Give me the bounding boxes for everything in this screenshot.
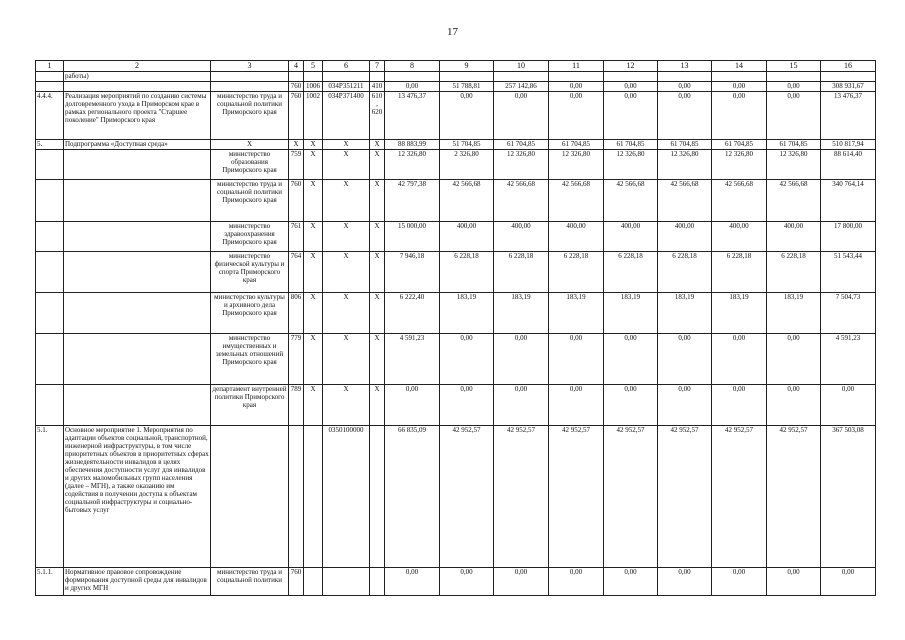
value-cell: 4 591,23 xyxy=(385,334,440,385)
value-cell: 42 952,57 xyxy=(767,426,821,568)
value-cell: 0,00 xyxy=(821,385,876,426)
table-row xyxy=(36,222,876,252)
value-cell: 0,00 xyxy=(604,82,658,92)
code-cell: X xyxy=(323,150,370,180)
code-cell: X xyxy=(304,334,323,385)
column-header: 16 xyxy=(821,61,876,72)
value-cell: 12 326,80 xyxy=(604,150,658,180)
value-cell xyxy=(712,72,767,82)
row-name-cell xyxy=(64,293,211,334)
code-cell: X xyxy=(370,334,385,385)
table-row xyxy=(36,150,876,180)
row-name-cell xyxy=(64,82,211,92)
value-cell: 12 326,80 xyxy=(712,150,767,180)
value-cell: 4 591,23 xyxy=(821,334,876,385)
code-cell: X xyxy=(323,334,370,385)
value-cell: 0,00 xyxy=(494,568,549,596)
value-cell: 6 222,40 xyxy=(385,293,440,334)
row-number-cell xyxy=(36,150,64,180)
value-cell: 0,00 xyxy=(549,568,604,596)
row-number-cell: 5.1.1. xyxy=(36,568,64,596)
code-cell: 789 xyxy=(289,385,304,426)
code-cell: X xyxy=(304,150,323,180)
value-cell: 15 000,00 xyxy=(385,222,440,252)
value-cell: 6 228,18 xyxy=(767,252,821,293)
value-cell: 0,00 xyxy=(767,82,821,92)
value-cell: 400,00 xyxy=(494,222,549,252)
code-cell xyxy=(289,72,304,82)
value-cell: 6 228,18 xyxy=(604,252,658,293)
value-cell: 61 704,85 xyxy=(604,140,658,150)
row-number-cell xyxy=(36,180,64,222)
value-cell: 257 142,86 xyxy=(494,82,549,92)
value-cell: 183,19 xyxy=(712,293,767,334)
code-cell: X xyxy=(370,150,385,180)
value-cell: 0,00 xyxy=(658,82,712,92)
value-cell: 42 566,68 xyxy=(440,180,494,222)
table-row xyxy=(36,72,876,82)
code-cell: X xyxy=(370,252,385,293)
executor-cell: X xyxy=(211,140,289,150)
executor-cell: министерство труда и социальной политики Приморского края xyxy=(211,92,289,140)
row-name-cell xyxy=(64,150,211,180)
code-cell: X xyxy=(323,222,370,252)
column-header: 14 xyxy=(712,61,767,72)
value-cell: 0,00 xyxy=(658,92,712,140)
row-number-cell: 5.1. xyxy=(36,426,64,568)
value-cell: 42 797,38 xyxy=(385,180,440,222)
value-cell: 6 228,18 xyxy=(712,252,767,293)
value-cell: 12 326,80 xyxy=(385,150,440,180)
budget-table xyxy=(35,60,876,596)
value-cell: 0,00 xyxy=(712,568,767,596)
value-cell: 0,00 xyxy=(440,334,494,385)
value-cell xyxy=(658,72,712,82)
value-cell: 0,00 xyxy=(549,82,604,92)
value-cell: 340 764,14 xyxy=(821,180,876,222)
value-cell: 88 883,99 xyxy=(385,140,440,150)
code-cell xyxy=(304,568,323,596)
value-cell: 61 704,85 xyxy=(549,140,604,150)
row-name-cell xyxy=(64,385,211,426)
row-name-cell xyxy=(64,180,211,222)
column-header: 4 xyxy=(289,61,304,72)
row-number-cell xyxy=(36,252,64,293)
code-cell: 764 xyxy=(289,252,304,293)
value-cell: 2 326,80 xyxy=(440,150,494,180)
table-row xyxy=(36,140,876,150)
executor-cell: министерство имущественных и земельных отношений Приморского края xyxy=(211,334,289,385)
executor-cell xyxy=(211,426,289,568)
value-cell: 183,19 xyxy=(767,293,821,334)
value-cell: 6 228,18 xyxy=(658,252,712,293)
code-cell: X xyxy=(370,140,385,150)
row-number-cell xyxy=(36,385,64,426)
code-cell: 034P351211 xyxy=(323,82,370,92)
value-cell: 0,00 xyxy=(385,385,440,426)
table-row xyxy=(36,82,876,92)
column-header: 11 xyxy=(549,61,604,72)
value-cell: 7 946,18 xyxy=(385,252,440,293)
code-cell xyxy=(370,72,385,82)
code-cell: 610, 620 xyxy=(370,92,385,140)
value-cell: 0,00 xyxy=(385,82,440,92)
value-cell: 0,00 xyxy=(604,334,658,385)
code-cell: 759 xyxy=(289,150,304,180)
value-cell: 0,00 xyxy=(821,568,876,596)
code-cell xyxy=(323,72,370,82)
executor-cell: министерство физической культуры и спорта Приморского края xyxy=(211,252,289,293)
value-cell: 400,00 xyxy=(549,222,604,252)
value-cell xyxy=(821,72,876,82)
column-header: 13 xyxy=(658,61,712,72)
code-cell xyxy=(370,568,385,596)
table-row xyxy=(36,334,876,385)
value-cell: 61 704,85 xyxy=(658,140,712,150)
executor-cell: департамент внутренней политики Приморского края xyxy=(211,385,289,426)
value-cell: 0,00 xyxy=(385,568,440,596)
code-cell: 779 xyxy=(289,334,304,385)
executor-cell xyxy=(211,82,289,92)
code-cell: X xyxy=(370,222,385,252)
value-cell: 510 817,94 xyxy=(821,140,876,150)
value-cell: 0,00 xyxy=(494,385,549,426)
executor-cell: министерство здравоохранения Приморского края xyxy=(211,222,289,252)
table-row xyxy=(36,385,876,426)
value-cell xyxy=(385,72,440,82)
code-cell: 1002 xyxy=(304,92,323,140)
value-cell: 42 566,68 xyxy=(549,180,604,222)
value-cell: 42 566,68 xyxy=(604,180,658,222)
value-cell: 13 476,37 xyxy=(821,92,876,140)
row-name-cell xyxy=(64,334,211,385)
table-row xyxy=(36,293,876,334)
value-cell: 400,00 xyxy=(767,222,821,252)
code-cell: 806 xyxy=(289,293,304,334)
value-cell: 7 504,73 xyxy=(821,293,876,334)
value-cell: 0,00 xyxy=(767,385,821,426)
header-row xyxy=(36,61,876,72)
code-cell: 760 xyxy=(289,568,304,596)
row-number-cell: 4.4.4. xyxy=(36,92,64,140)
value-cell: 400,00 xyxy=(440,222,494,252)
code-cell: 761 xyxy=(289,222,304,252)
code-cell: X xyxy=(304,180,323,222)
code-cell: 760 xyxy=(289,82,304,92)
executor-cell: министерство культуры и архивного дела Приморского края xyxy=(211,293,289,334)
row-name-cell: Подпрограмма «Доступная среда» xyxy=(64,140,211,150)
value-cell xyxy=(440,72,494,82)
column-header: 5 xyxy=(304,61,323,72)
code-cell: X xyxy=(370,385,385,426)
table-row xyxy=(36,252,876,293)
table-body xyxy=(36,72,876,596)
value-cell: 0,00 xyxy=(658,385,712,426)
value-cell xyxy=(549,72,604,82)
value-cell: 0,00 xyxy=(712,92,767,140)
code-cell: X xyxy=(323,293,370,334)
executor-cell: министерство труда и социальной политики Приморского края xyxy=(211,180,289,222)
code-cell: X xyxy=(323,140,370,150)
value-cell: 183,19 xyxy=(549,293,604,334)
row-name-cell xyxy=(64,222,211,252)
code-cell: X xyxy=(370,293,385,334)
column-header: 1 xyxy=(36,61,64,72)
table-row xyxy=(36,92,876,140)
row-name-cell: Нормативное правовое сопровождение формирования доступной среды для инвалидов и других МГН xyxy=(64,568,211,596)
value-cell: 88 614,40 xyxy=(821,150,876,180)
code-cell: X xyxy=(289,140,304,150)
page-number: 17 xyxy=(447,26,458,38)
value-cell: 183,19 xyxy=(604,293,658,334)
value-cell: 12 326,80 xyxy=(767,150,821,180)
row-number-cell: 5. xyxy=(36,140,64,150)
value-cell: 400,00 xyxy=(658,222,712,252)
value-cell: 367 503,08 xyxy=(821,426,876,568)
value-cell: 61 704,85 xyxy=(767,140,821,150)
code-cell xyxy=(304,426,323,568)
value-cell: 0,00 xyxy=(494,92,549,140)
row-number-cell xyxy=(36,82,64,92)
value-cell: 0,00 xyxy=(440,568,494,596)
value-cell: 6 228,18 xyxy=(494,252,549,293)
value-cell: 42 566,68 xyxy=(712,180,767,222)
code-cell: X xyxy=(323,180,370,222)
value-cell: 51 704,85 xyxy=(440,140,494,150)
value-cell xyxy=(604,72,658,82)
value-cell: 42 952,57 xyxy=(712,426,767,568)
code-cell: 410 xyxy=(370,82,385,92)
row-name-cell: работы) xyxy=(64,72,211,82)
row-number-cell xyxy=(36,334,64,385)
value-cell: 6 228,18 xyxy=(440,252,494,293)
value-cell: 0,00 xyxy=(440,92,494,140)
value-cell: 0,00 xyxy=(658,334,712,385)
value-cell: 183,19 xyxy=(658,293,712,334)
code-cell: 760 xyxy=(289,180,304,222)
value-cell: 42 566,68 xyxy=(767,180,821,222)
value-cell xyxy=(494,72,549,82)
value-cell: 0,00 xyxy=(767,334,821,385)
table-row xyxy=(36,568,876,596)
row-number-cell xyxy=(36,72,64,82)
code-cell: X xyxy=(304,252,323,293)
row-name-cell: Реализация мероприятий по созданию системы долговременного ухода в Приморском крае в рамках регионального проекта "Старшее поколение" Приморского края xyxy=(64,92,211,140)
row-number-cell xyxy=(36,293,64,334)
value-cell: 42 566,68 xyxy=(494,180,549,222)
value-cell: 400,00 xyxy=(712,222,767,252)
value-cell: 51 543,44 xyxy=(821,252,876,293)
executor-cell: министерство образования Приморского края xyxy=(211,150,289,180)
value-cell: 0,00 xyxy=(658,568,712,596)
value-cell: 0,00 xyxy=(712,82,767,92)
code-cell: X xyxy=(323,252,370,293)
value-cell: 42 566,68 xyxy=(658,180,712,222)
value-cell: 0,00 xyxy=(440,385,494,426)
value-cell: 308 931,67 xyxy=(821,82,876,92)
value-cell: 183,19 xyxy=(494,293,549,334)
code-cell: 760 xyxy=(289,92,304,140)
column-header: 7 xyxy=(370,61,385,72)
value-cell: 0,00 xyxy=(604,92,658,140)
value-cell: 0,00 xyxy=(712,385,767,426)
executor-cell xyxy=(211,72,289,82)
column-header: 9 xyxy=(440,61,494,72)
column-header: 15 xyxy=(767,61,821,72)
code-cell xyxy=(323,568,370,596)
column-header: 12 xyxy=(604,61,658,72)
value-cell: 0,00 xyxy=(712,334,767,385)
value-cell xyxy=(767,72,821,82)
value-cell: 42 952,57 xyxy=(494,426,549,568)
code-cell: X xyxy=(304,222,323,252)
value-cell: 66 835,09 xyxy=(385,426,440,568)
code-cell: 1006 xyxy=(304,82,323,92)
table-row xyxy=(36,180,876,222)
code-cell: 0350100000 xyxy=(323,426,370,568)
value-cell: 42 952,57 xyxy=(658,426,712,568)
code-cell xyxy=(304,72,323,82)
code-cell: X xyxy=(323,385,370,426)
code-cell xyxy=(370,426,385,568)
code-cell xyxy=(289,426,304,568)
column-header: 10 xyxy=(494,61,549,72)
value-cell: 0,00 xyxy=(604,568,658,596)
row-number-cell xyxy=(36,222,64,252)
value-cell: 0,00 xyxy=(549,334,604,385)
code-cell: X xyxy=(370,180,385,222)
executor-cell: министерство труда и социальной политики xyxy=(211,568,289,596)
code-cell: 034P371400 xyxy=(323,92,370,140)
value-cell: 183,19 xyxy=(440,293,494,334)
value-cell: 0,00 xyxy=(494,334,549,385)
value-cell: 6 228,18 xyxy=(549,252,604,293)
table-row xyxy=(36,426,876,568)
column-header: 2 xyxy=(64,61,211,72)
value-cell: 42 952,57 xyxy=(440,426,494,568)
row-name-cell xyxy=(64,252,211,293)
value-cell: 0,00 xyxy=(549,92,604,140)
code-cell: X xyxy=(304,385,323,426)
value-cell: 0,00 xyxy=(549,385,604,426)
value-cell: 42 952,57 xyxy=(549,426,604,568)
value-cell: 51 788,81 xyxy=(440,82,494,92)
value-cell: 61 704,85 xyxy=(494,140,549,150)
value-cell: 12 326,80 xyxy=(658,150,712,180)
column-header: 6 xyxy=(323,61,370,72)
value-cell: 61 704,85 xyxy=(712,140,767,150)
value-cell: 13 476,37 xyxy=(385,92,440,140)
value-cell: 12 326,80 xyxy=(549,150,604,180)
code-cell: X xyxy=(304,140,323,150)
column-header: 3 xyxy=(211,61,289,72)
value-cell: 0,00 xyxy=(604,385,658,426)
value-cell: 0,00 xyxy=(767,92,821,140)
code-cell: X xyxy=(304,293,323,334)
value-cell: 12 326,80 xyxy=(494,150,549,180)
value-cell: 0,00 xyxy=(767,568,821,596)
value-cell: 17 800,00 xyxy=(821,222,876,252)
value-cell: 42 952,57 xyxy=(604,426,658,568)
row-name-cell: Основное мероприятие 1. Мероприятия по адаптации объектов социальной, транспортной, инженерной инфраструктуры, в том числе приоритетных объектов в приоритетных сферах жизнедеятельности инвалидов в целях обеспечения доступности услуг для инвалидов и других маломобильных групп населения (далее – МГН), а также оказанию им содействия в получении доступа к объектам социальной инфраструктуры и социально-бытовых услуг xyxy=(64,426,211,568)
column-header: 8 xyxy=(385,61,440,72)
value-cell: 400,00 xyxy=(604,222,658,252)
